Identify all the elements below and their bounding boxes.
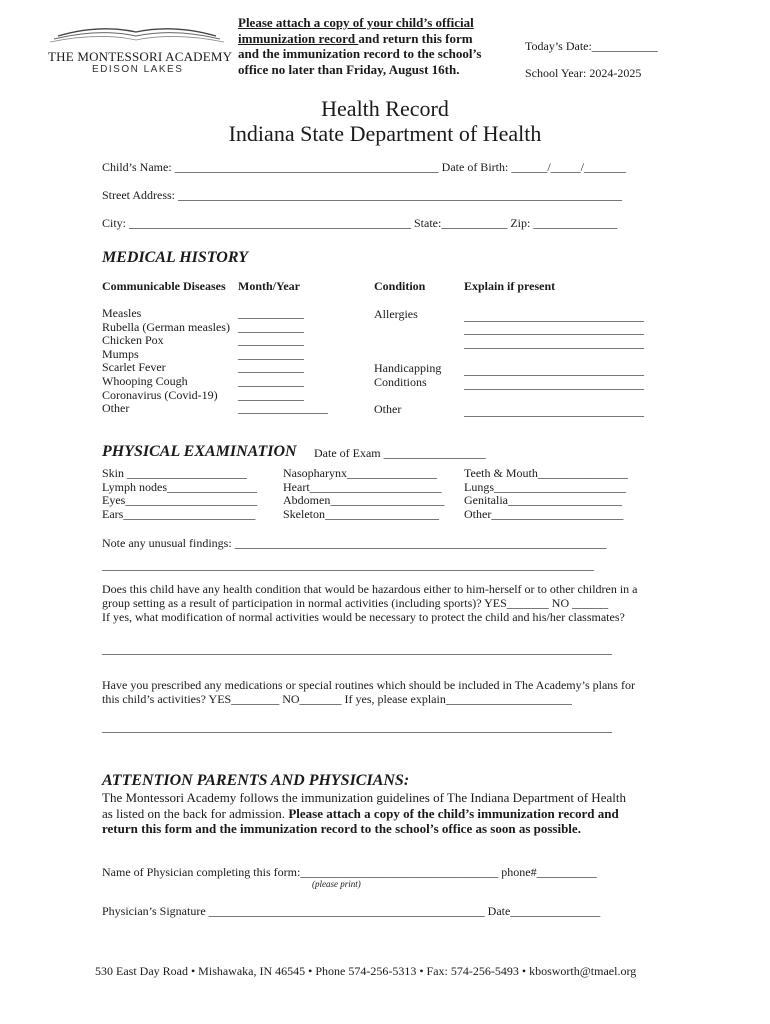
- physician-signature-date-field[interactable]: Physician’s Signature ______________________________________________ Date_______________: [102, 904, 601, 918]
- date-of-exam-field[interactable]: Date of Exam _________________: [314, 446, 486, 460]
- explain-field[interactable]: ______________________________: [464, 322, 644, 336]
- school-year: School Year: 2024-2025: [525, 66, 642, 80]
- question-2: [102, 678, 635, 706]
- exam-col-3: [464, 467, 628, 521]
- col-header-month: Month/Year: [238, 279, 300, 293]
- col-header-condition: Condition: [374, 279, 426, 293]
- question-2-line-1: Have you prescribed any medications or special routines which should be included in The Academy’s plans for: [102, 678, 635, 692]
- month-year-field[interactable]: _______________: [238, 401, 328, 416]
- disease-item: Coronavirus (Covid-19): [102, 387, 218, 402]
- question-2-line-2[interactable]: this child’s activities? YES________ NO_______ If yes, please explain_____________________: [102, 692, 572, 706]
- explain-field[interactable]: ______________________________: [464, 309, 644, 323]
- book-logo-icon: [44, 24, 230, 46]
- month-year-field[interactable]: ___________: [238, 306, 304, 320]
- child-name-dob-field[interactable]: Child’s Name: ____________________________________________ Date of Birth: ______/_____/_______: [102, 160, 626, 174]
- logo-sub: EDISON LAKES: [92, 64, 184, 75]
- disease-list: [102, 307, 230, 416]
- physician-name-phone-field[interactable]: Name of Physician completing this form:_________________________________ phone#__________: [102, 865, 597, 879]
- physical-exam-heading: PHYSICAL EXAMINATION: [102, 443, 297, 460]
- condition-handicapping: Handicapping: [374, 361, 442, 375]
- attention-line-2-bold: Please attach a copy of the child’s immunization record and: [288, 805, 619, 821]
- todays-date-field[interactable]: Today’s Date:___________: [525, 39, 658, 53]
- question-1-answer-line[interactable]: _____________________________________________________________________________________: [102, 642, 612, 656]
- month-year-field[interactable]: ___________: [238, 360, 304, 375]
- month-year-field[interactable]: ___________: [238, 333, 304, 348]
- col-header-explain: Explain if present: [464, 279, 556, 293]
- street-address-field[interactable]: Street Address: __________________________________________________________________________: [102, 188, 622, 202]
- footer-contact: 530 East Day Road • Mishawaka, IN 46545 • Phone 574-256-5313 • Fax: 574-256-5493 • kbosworth@tmael.org: [95, 964, 637, 978]
- exam-field-heart[interactable]: Heart______________________: [283, 479, 442, 494]
- exam-field-genitalia[interactable]: Genitalia___________________: [464, 493, 622, 508]
- question-1-line-2[interactable]: group setting as a result of participation in normal activities (including sports)? YES_______ NO ______: [102, 596, 609, 610]
- attention-line-3: return this form and the immunization record to the school’s office as soon as possible.: [102, 821, 581, 836]
- exam-field-skin[interactable]: Skin ____________________: [102, 466, 248, 480]
- exam-field-eyes[interactable]: Eyes______________________: [102, 493, 258, 508]
- attention-line-2: [102, 806, 626, 822]
- explain-field[interactable]: ______________________________: [464, 363, 644, 377]
- exam-field-nasopharynx[interactable]: Nasopharynx_______________: [283, 466, 437, 480]
- logo-name: THE MONTESSORI ACADEMY: [48, 49, 233, 64]
- exam-field-ears[interactable]: Ears______________________: [102, 506, 256, 521]
- exam-field-teeth[interactable]: Teeth & Mouth_______________: [464, 466, 628, 480]
- exam-field-abdomen[interactable]: Abdomen___________________: [283, 493, 445, 508]
- notice-underlined: immunization record: [238, 30, 359, 46]
- notice-line-2: [238, 31, 481, 47]
- condition-other: Other: [374, 402, 402, 416]
- exam-col-1: [102, 467, 257, 521]
- disease-item: Chicken Pox: [102, 333, 164, 348]
- unusual-findings-line[interactable]: __________________________________________________________________________________: [102, 558, 594, 572]
- explain-field[interactable]: ______________________________: [464, 377, 644, 391]
- question-1: [102, 582, 638, 624]
- month-year-field[interactable]: ___________: [238, 319, 304, 334]
- month-year-field[interactable]: ___________: [238, 346, 304, 361]
- attention-line-2-normal: as listed on the back for admission.: [102, 805, 289, 821]
- month-year-field[interactable]: ___________: [238, 373, 304, 388]
- notice-line-3: and the immunization record to the school’s: [238, 46, 482, 61]
- col-header-diseases: Communicable Diseases: [102, 279, 226, 293]
- exam-col-2: [283, 467, 444, 521]
- question-1-line-3: If yes, what modification of normal activities would be necessary to protect the child and his/her classmates?: [102, 610, 625, 624]
- attach-notice: [238, 15, 481, 77]
- condition-handicapping-2: Conditions: [374, 375, 427, 389]
- attention-line-1: The Montessori Academy follows the immunization guidelines of The Indiana Department of Health: [102, 790, 626, 805]
- attention-body: [102, 790, 626, 837]
- explain-field[interactable]: ______________________________: [464, 404, 644, 418]
- medical-history-heading: MEDICAL HISTORY: [102, 249, 248, 266]
- disease-item: Rubella (German measles): [102, 319, 230, 334]
- notice-line-1: Please attach a copy of your child’s official: [238, 15, 474, 30]
- exam-field-lungs[interactable]: Lungs______________________: [464, 479, 626, 494]
- logo: [44, 24, 233, 76]
- disease-item: Mumps: [102, 346, 139, 361]
- page-subtitle: Indiana State Department of Health: [228, 121, 542, 146]
- month-year-blanks: [238, 307, 328, 416]
- disease-item: Whooping Cough: [102, 373, 188, 388]
- question-1-line-1: Does this child have any health condition that would be hazardous either to him-herself or to other children in a: [102, 582, 638, 596]
- exam-field-skeleton[interactable]: Skeleton___________________: [283, 506, 439, 521]
- page-title: Health Record: [321, 96, 449, 121]
- disease-item: Scarlet Fever: [102, 360, 166, 375]
- disease-item: Measles: [102, 306, 142, 320]
- condition-allergies: Allergies: [374, 307, 418, 321]
- notice-line-2-rest: and return this form: [358, 30, 473, 46]
- city-state-zip-field[interactable]: City: _______________________________________________ State:___________ Zip: ______________: [102, 216, 618, 230]
- month-year-field[interactable]: ___________: [238, 387, 304, 402]
- question-2-answer-line[interactable]: _____________________________________________________________________________________: [102, 720, 612, 734]
- disease-item: Other: [102, 401, 130, 416]
- unusual-findings-field[interactable]: Note any unusual findings: ______________________________________________________________: [102, 536, 607, 550]
- notice-line-4: office no later than Friday, August 16th.: [238, 61, 460, 77]
- exam-field-lymph[interactable]: Lymph nodes_______________: [102, 479, 257, 494]
- explain-field[interactable]: ______________________________: [464, 336, 644, 350]
- exam-field-other[interactable]: Other______________________: [464, 506, 624, 521]
- please-print-note: (please print): [312, 879, 361, 889]
- attention-heading: ATTENTION PARENTS AND PHYSICIANS:: [102, 772, 410, 789]
